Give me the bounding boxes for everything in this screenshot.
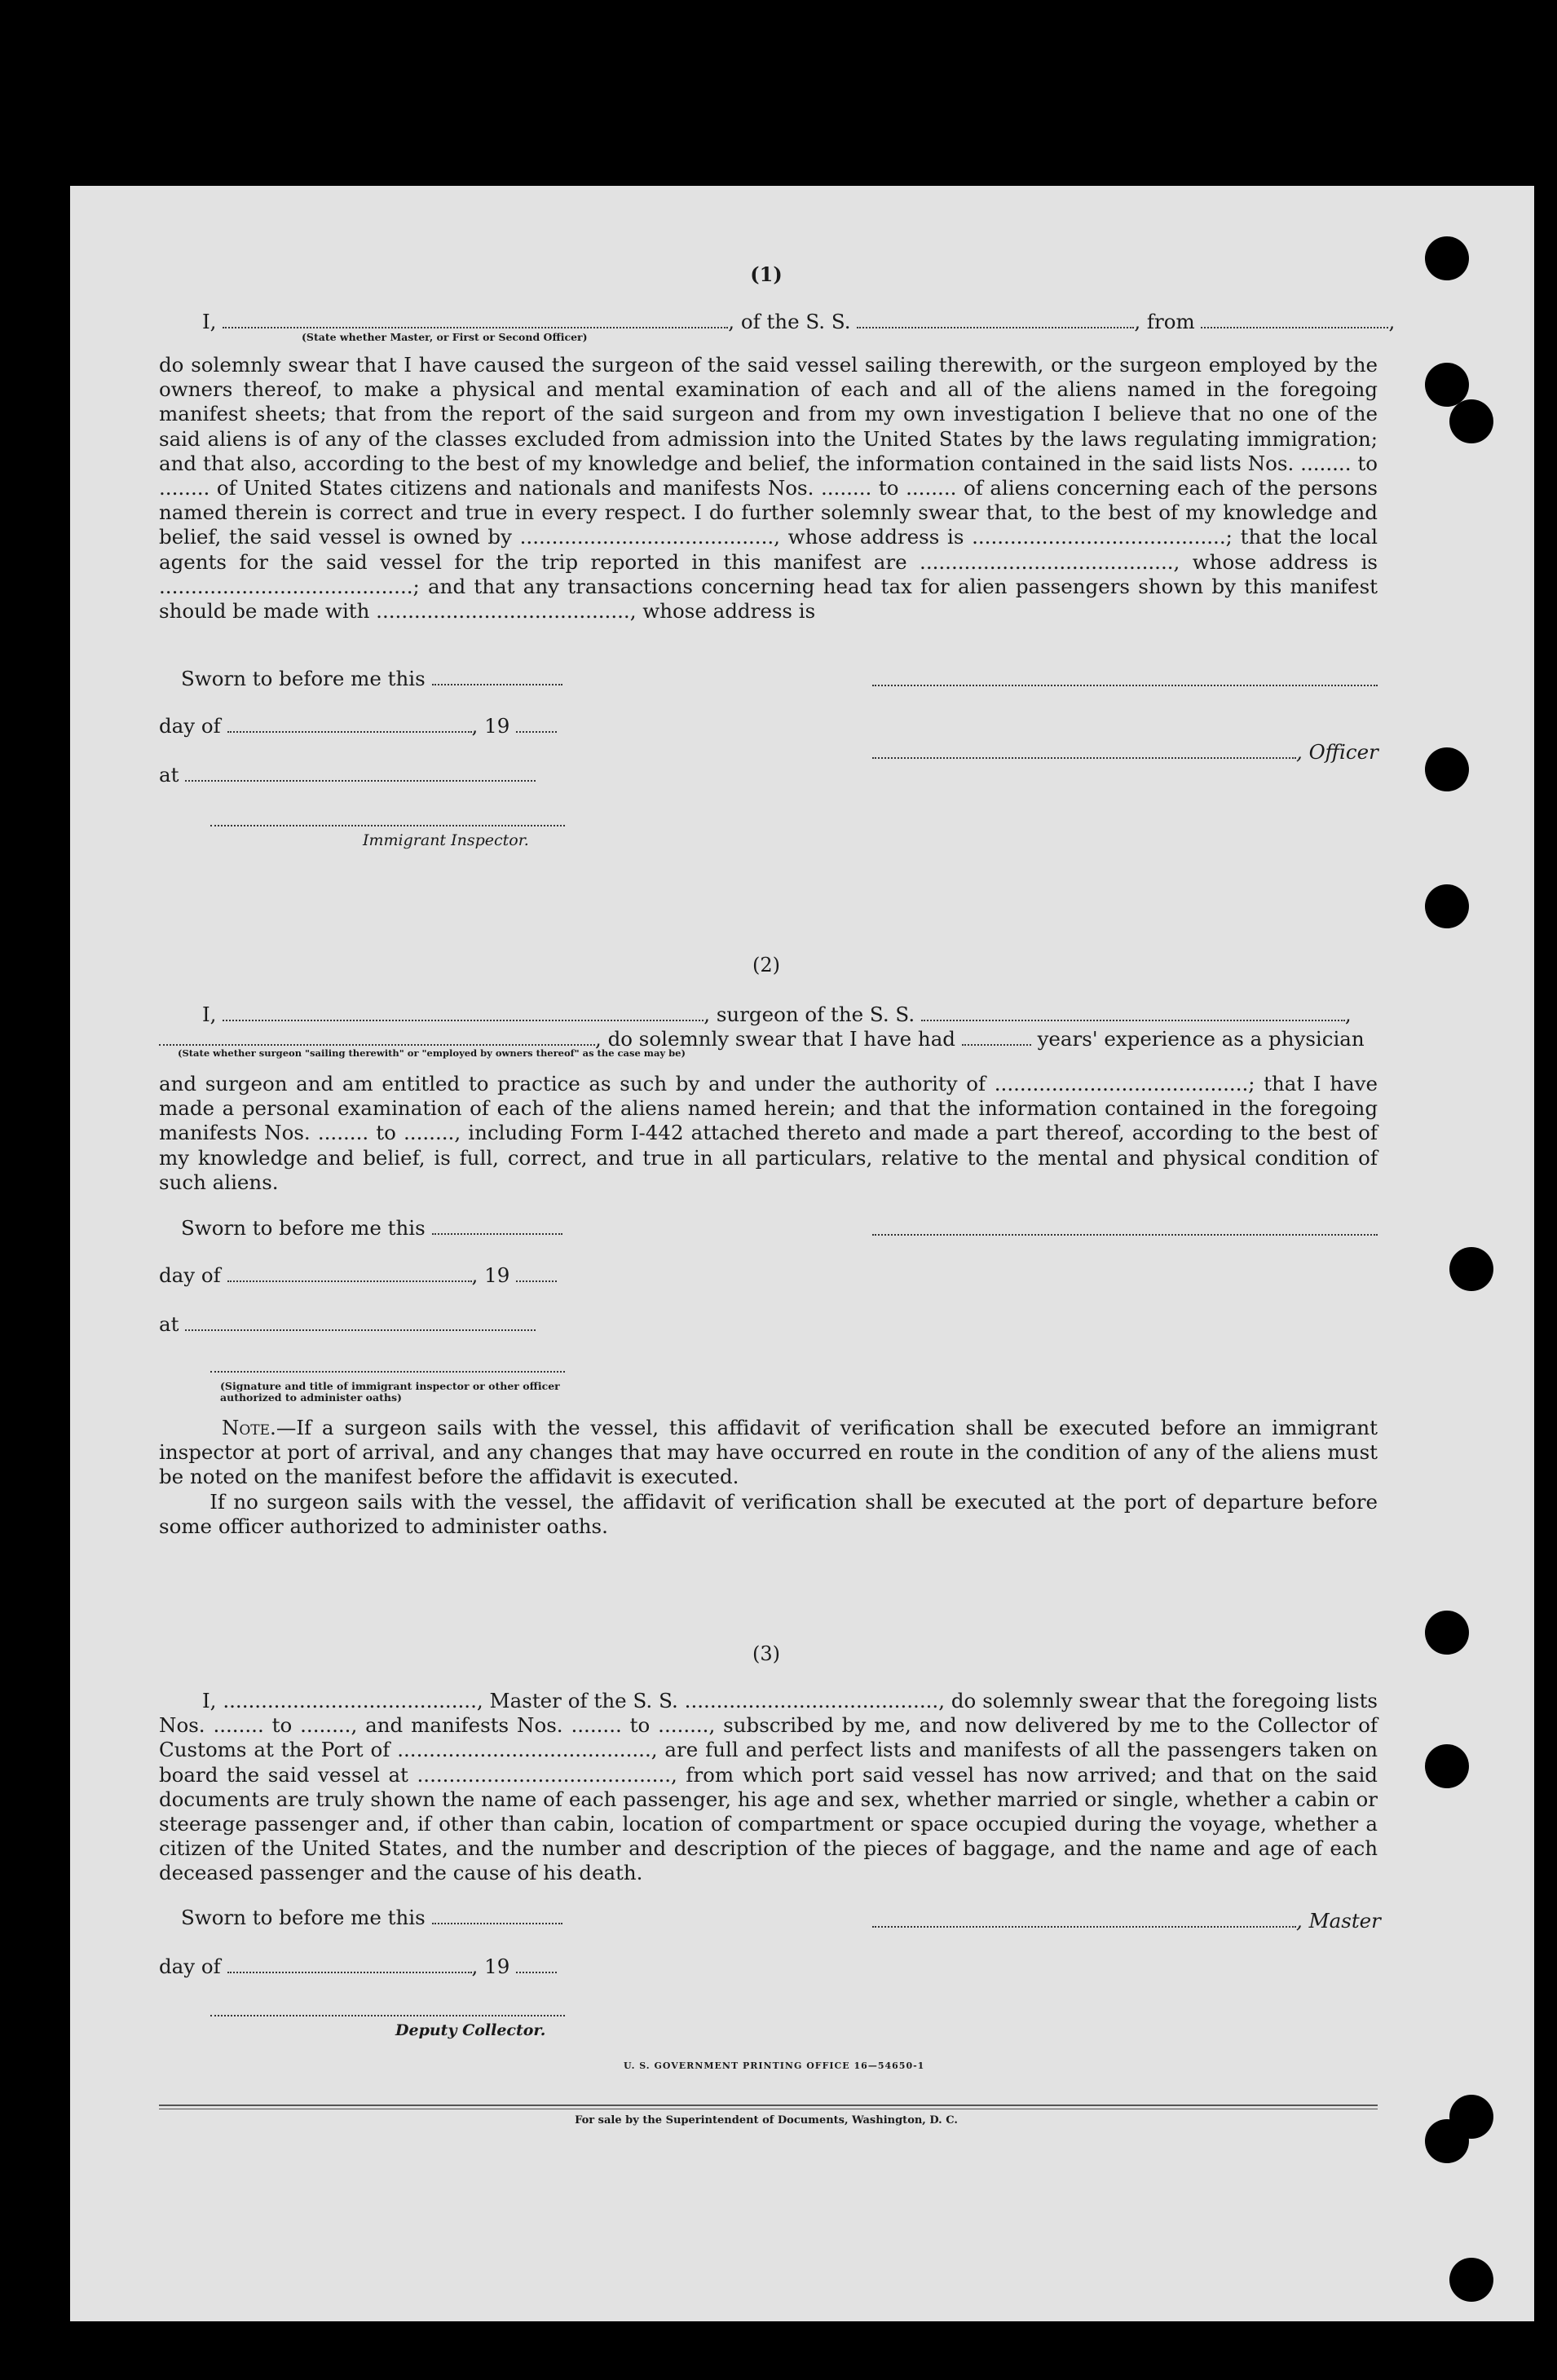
section2-number: (2) — [752, 954, 780, 976]
section3-body: I, ........................................, Master of the S. S. ........................................, do solemnly swear that the foregoing lists Nos. ........ to ........, and manifests Nos. ........ to ........, subscribed by me, and now delivered by me to the Collector of Customs at the Port of ........................................, are full and perfect lists and manifests of all the passengers taken on board the said vessel at ........................................, from which port said vessel has now arrived; and that on the said documents are truly shown the name of each passenger, his age and sex, whether married or single, whether a cabin or steerage passenger and, if other than cabin, location of compartment or space occupied during the voyage, whether a citizen of the United States, and the number and description of the pieces of baggage, and the name and age of each deceased passenger and the cause of his death. — [159, 1689, 1378, 1885]
at-field[interactable] — [185, 1315, 536, 1331]
day-of-label: day of — [159, 714, 221, 738]
punch-hole — [1425, 363, 1469, 407]
collector-signature-line[interactable] — [210, 2013, 565, 2016]
note-paragraph — [159, 1416, 1378, 1490]
officer-signature-line[interactable] — [872, 683, 1378, 686]
from-port-field[interactable] — [1201, 312, 1388, 328]
officer-label: , Officer — [1296, 740, 1378, 764]
section2-body: and surgeon and am entitled to practice as such by and under the authority of ........................................; that I have made a personal examination of each of the aliens named herein; and that the information contained in the foregoing manifests Nos. ........ to ........, including Form I-442 attached thereto and made a part thereof, according to the best of my knowledge and belief, is full, correct, and true in all particulars, relative to the mental and physical condition of such aliens. — [159, 1072, 1378, 1194]
year-label: , 19 — [471, 1955, 510, 1978]
surgeon-type-field[interactable] — [159, 1029, 595, 1046]
surgeon-name-field[interactable] — [223, 1005, 704, 1021]
punch-hole — [1425, 1744, 1469, 1788]
day-of-field[interactable] — [227, 1266, 472, 1282]
printing-office-imprint: U. S. GOVERNMENT PRINTING OFFICE 16—54650-1 — [624, 2060, 925, 2071]
punch-hole — [1425, 884, 1469, 928]
punch-hole — [1425, 747, 1469, 791]
surgeon-vessel-field[interactable] — [921, 1005, 1345, 1021]
year-field[interactable] — [516, 1266, 557, 1282]
punch-hole — [1449, 399, 1493, 443]
section1-day-of — [159, 714, 557, 738]
caption-surgeon-type: (State whether surgeon "sailing therewith" or "employed by owners thereof" as the case may be) — [178, 1047, 686, 1059]
caption-signature-title: (Signature and title of immigrant inspector or other officer authorized to administer oaths) — [220, 1380, 560, 1404]
section1-from-label: , from — [1134, 310, 1195, 333]
section1-at — [159, 763, 536, 787]
section1-number: (1) — [750, 262, 783, 286]
years-label: years' experience as a physician — [1037, 1027, 1365, 1051]
deputy-collector-caption: Deputy Collector. — [395, 2021, 546, 2039]
vessel-name-field[interactable] — [857, 312, 1134, 328]
section1-of-ss-label: , of the S. S. — [728, 310, 851, 333]
master-signature-field[interactable] — [872, 1911, 1296, 1928]
section3-day-of — [159, 1955, 557, 1978]
inspector-signature-line[interactable] — [210, 823, 565, 826]
section3-sworn — [181, 1906, 562, 1929]
section1-officer — [872, 740, 1378, 764]
note-text-2: If no surgeon sails with the vessel, the affidavit of verification shall be executed at the port of departure before some officer authorized to administer oaths. — [159, 1490, 1378, 1539]
sworn-label: Sworn to before me this — [181, 1216, 426, 1240]
section2-i-label: I, — [202, 1003, 217, 1026]
at-label: at — [159, 1312, 179, 1336]
day-of-label: day of — [159, 1263, 221, 1287]
master-label: , Master — [1296, 1909, 1381, 1933]
surgeon-of-ss-label: , surgeon of the S. S. — [704, 1003, 915, 1026]
officer-title-field[interactable] — [872, 743, 1296, 759]
section2-day-of — [159, 1263, 557, 1287]
year-field[interactable] — [516, 716, 557, 733]
punch-hole — [1449, 2258, 1493, 2302]
sworn-day-field[interactable] — [432, 1219, 562, 1235]
sworn-label: Sworn to before me this — [181, 667, 426, 690]
day-of-field[interactable] — [227, 1957, 472, 1973]
at-field[interactable] — [185, 765, 536, 782]
section3-master — [872, 1909, 1381, 1933]
section2-at — [159, 1312, 536, 1336]
footer-rule — [159, 2105, 1378, 2106]
sworn-day-field[interactable] — [432, 669, 562, 685]
sworn-label: Sworn to before me this — [181, 1906, 426, 1929]
authorized-officer-signature-line[interactable] — [210, 1369, 565, 1373]
year-label: , 19 — [471, 714, 510, 738]
punch-hole — [1449, 1247, 1493, 1291]
swear-label: , do solemnly swear that I have had — [595, 1027, 955, 1051]
officer-name-field[interactable] — [223, 312, 728, 328]
section2-sworn — [181, 1216, 562, 1240]
sale-note: For sale by the Superintendent of Documents, Washington, D. C. — [575, 2114, 958, 2127]
note-text-1: —If a surgeon sails with the vessel, this affidavit of verification shall be executed before an immigrant inspector at port of arrival, and any changes that may have occurred en route in the condition of any of the aliens must be noted on the manifest before the affidavit is executed. — [159, 1416, 1378, 1489]
day-of-field[interactable] — [227, 716, 472, 733]
note-label: Note. — [221, 1416, 276, 1439]
section2-oath-line: I, , surgeon of the S. S. , — [202, 1003, 1352, 1026]
caption-officer-type: (State whether Master, or First or Second Officer) — [302, 331, 588, 343]
immigrant-inspector-caption: Immigrant Inspector. — [363, 831, 529, 849]
note-paragraph-2 — [159, 1490, 1378, 1539]
section1-oath-line: I, , of the S. S. , from , — [202, 310, 1396, 333]
year-field[interactable] — [516, 1957, 557, 1973]
day-of-label: day of — [159, 1955, 221, 1978]
years-field[interactable] — [962, 1029, 1031, 1046]
sworn-day-field[interactable] — [432, 1908, 562, 1924]
section1-sworn — [181, 667, 562, 690]
section3-number: (3) — [752, 1642, 780, 1665]
section1-body: do solemnly swear that I have caused the surgeon of the said vessel sailing therewith, or the surgeon employed by the owners thereof, to make a physical and mental examination of each and all of the aliens named in the foregoing manifest sheets; that from the report of the said surgeon and from my own investigation I believe that no one of the said aliens is of any of the classes excluded from admission into the United States by the laws regulating immigration; and that also, according to the best of my knowledge and belief, the information contained in the said lists Nos. ........ to ........ of United States citizens and nationals and manifests Nos. ........ to ........ of aliens concerning each of the persons named therein is correct and true in every respect. I do further solemnly swear that, to the best of my knowledge and belief, the said vessel is owned by ........................................, whose address is ........................................; that the local agents for the said vessel for the trip reported in this manifest are ........................................, whose address is ........................................; and that any transactions concerning head tax for alien passengers shown by this manifest should be made with ........................................, whose address is — [159, 353, 1378, 624]
surgeon-signature-line[interactable] — [872, 1232, 1378, 1236]
section1-i-label: I, — [202, 310, 217, 333]
year-label: , 19 — [471, 1263, 510, 1287]
at-label: at — [159, 763, 179, 787]
